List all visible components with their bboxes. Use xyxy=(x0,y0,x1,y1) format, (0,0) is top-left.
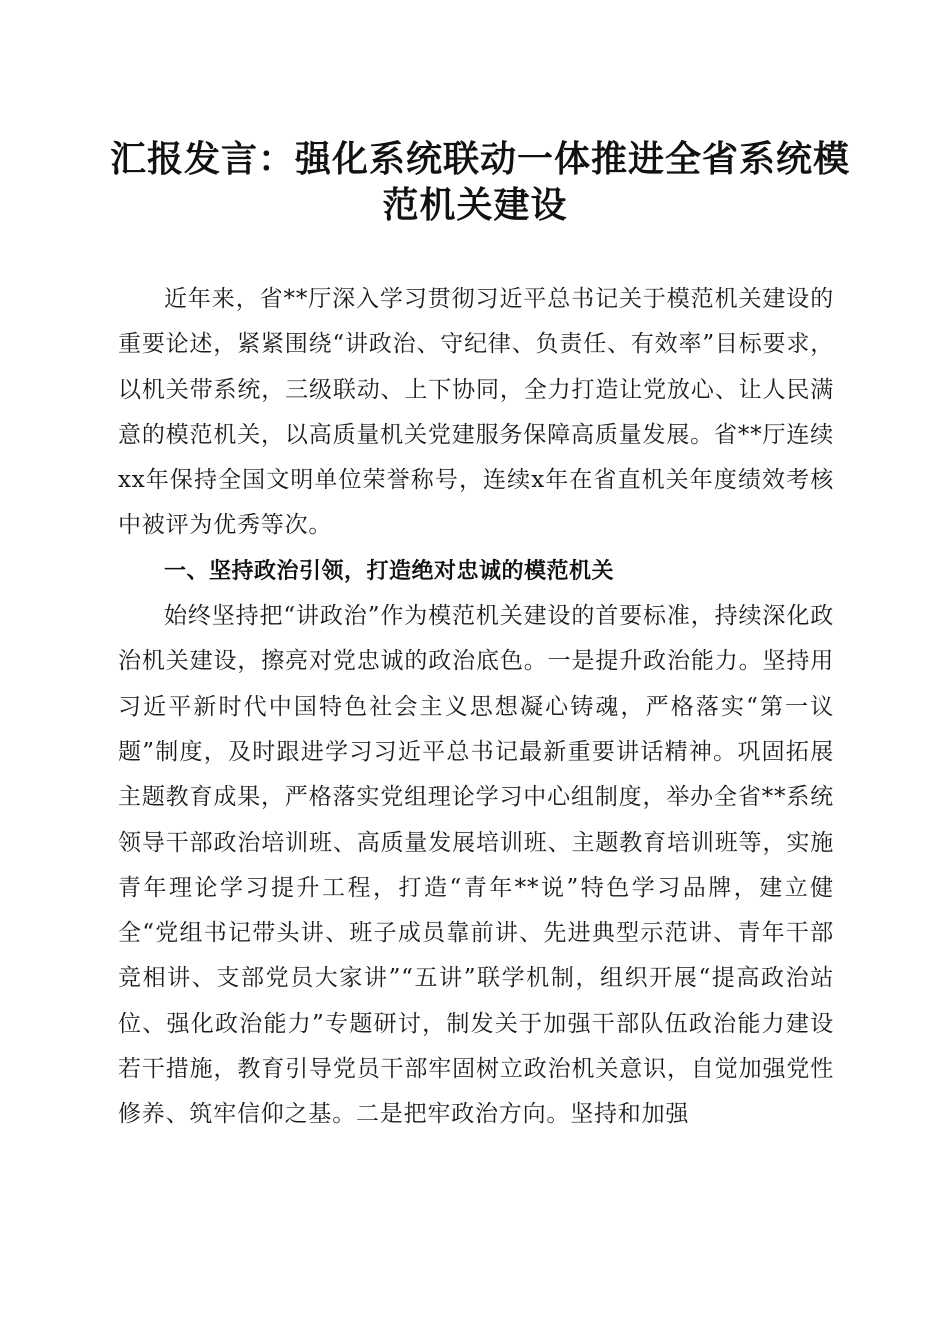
title-line-1: 汇报发言：强化系统联动一体推进全省系统模 xyxy=(110,138,851,180)
document-title xyxy=(110,136,851,228)
section-heading-1: 一、坚持政治引领，打造绝对忠诚的模范机关 xyxy=(164,558,615,584)
intro-paragraph: 近年来，省**厅深入学习贯彻习近平总书记关于模范机关建设的重要论述，紧紧围绕“讲政治、守纪律、负责任、有效率”目标要求，以机关带系统，三级联动、上下协同，全力打造让党放心、让人民满意的模范机关，以高质量机关党建服务保障高质量发展。省**厅连续xx年保持全国文明单位荣誉称号，连续x年在省直机关年度绩效考核中被评为优秀等次。 xyxy=(118,286,834,539)
title-line-2: 范机关建设 xyxy=(382,184,568,226)
document-body xyxy=(118,277,834,1138)
section-1-paragraph: 始终坚持把“讲政治”作为模范机关建设的首要标准，持续深化政治机关建设，擦亮对党忠诚的政治底色。一是提升政治能力。坚持用习近平新时代中国特色社会主义思想凝心铸魂，严格落实“第一议题”制度，及时跟进学习习近平总书记最新重要讲话精神。巩固拓展主题教育成果，严格落实党组理论学习中心组制度，举办全省**系统领导干部政治培训班、高质量发展培训班、主题教育培训班等，实施青年理论学习提升工程，打造“青年**说”特色学习品牌，建立健全“党组书记带头讲、班子成员靠前讲、先进典型示范讲、青年干部竞相讲、支部党员大家讲”“五讲”联学机制，组织开展“提高政治站位、强化政治能力”专题研讨，制发关于加强干部队伍政治能力建设若干措施，教育引导党员干部牢固树立政治机关意识，自觉加强党性修养、筑牢信仰之基。二是把牢政治方向。坚持和加强 xyxy=(118,603,834,1128)
